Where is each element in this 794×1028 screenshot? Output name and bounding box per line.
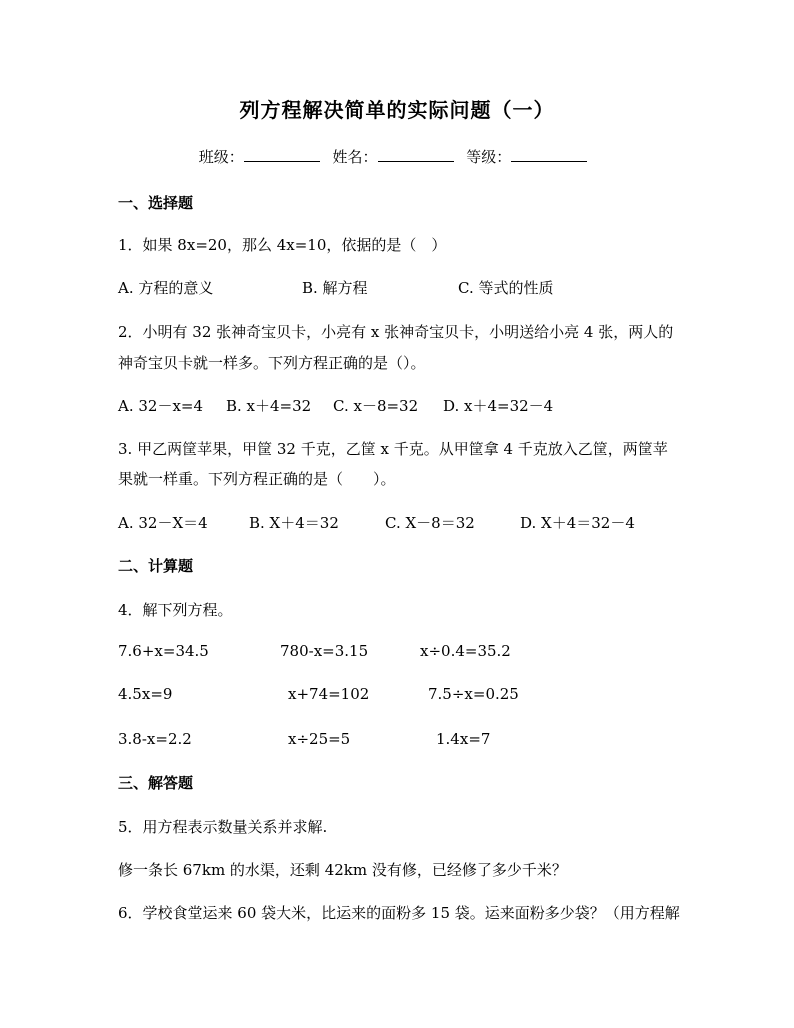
question-1-text: 1．如果 8x=20，那么 4x=10，依据的是（ ） xyxy=(118,236,447,254)
question-2-line2: 神奇宝贝卡就一样多。下列方程正确的是（）。 xyxy=(118,354,426,372)
q3-option-c: C. X－8＝32 xyxy=(385,514,475,532)
equation-r3c3: 1.4x=7 xyxy=(436,730,491,748)
class-blank xyxy=(244,147,320,162)
q2-option-a: A. 32－x=4 xyxy=(118,397,204,415)
question-3-line2: 果就一样重。下列方程正确的是（ ）。 xyxy=(118,470,396,488)
q2-option-d: D. x＋4=32－4 xyxy=(443,397,554,415)
q3-option-a: A. 32－X＝4 xyxy=(118,514,208,532)
name-blank xyxy=(378,147,454,162)
equation-r3c2: x÷25=5 xyxy=(288,730,351,748)
q2-option-c: C. x－8=32 xyxy=(333,397,419,415)
grade-blank xyxy=(511,147,587,162)
equation-r1c2: 780-x=3.15 xyxy=(280,642,369,660)
equation-r1c1: 7.6+x=34.5 xyxy=(118,642,209,660)
class-label: 班级： xyxy=(198,148,244,166)
student-info-line xyxy=(0,146,794,167)
section-heading-answer: 三、解答题 xyxy=(118,774,194,792)
q3-option-d: D. X＋4＝32－4 xyxy=(520,514,635,532)
q2-option-b: B. x＋4=32 xyxy=(226,397,312,415)
question-4-text: 4．解下列方程。 xyxy=(118,601,233,619)
section-heading-calculation: 二、计算题 xyxy=(118,557,194,575)
equation-r2c1: 4.5x=9 xyxy=(118,685,173,703)
equation-r2c2: x+74=102 xyxy=(288,685,370,703)
q3-option-b: B. X＋4＝32 xyxy=(249,514,339,532)
question-6-text: 6．学校食堂运来 60 袋大米，比运来的面粉多 15 袋。运来面粉多少袋？（用方程解 xyxy=(118,904,680,922)
q1-option-a: A. 方程的意义 xyxy=(118,279,214,297)
section-heading-choice: 一、选择题 xyxy=(118,194,194,212)
equation-r1c3: x÷0.4=35.2 xyxy=(420,642,511,660)
question-3-line1: 3. 甲乙两筐苹果，甲筐 32 千克，乙筐 x 千克。从甲筐拿 4 千克放入乙筐，两筐苹 xyxy=(118,440,668,458)
question-2-line1: 2．小明有 32 张神奇宝贝卡，小亮有 x 张神奇宝贝卡，小明送给小亮 4 张，两人的 xyxy=(118,323,674,341)
equation-r2c3: 7.5÷x=0.25 xyxy=(428,685,519,703)
question-5-text: 5．用方程表示数量关系并求解. xyxy=(118,818,328,836)
question-5-sub: 修一条长 67km 的水渠，还剩 42km 没有修，已经修了多少千米？ xyxy=(118,861,567,879)
name-label: 姓名： xyxy=(332,148,378,166)
grade-label: 等级： xyxy=(466,148,512,166)
q1-option-b: B. 解方程 xyxy=(302,279,368,297)
page-title: 列方程解决简单的实际问题（一） xyxy=(239,98,555,122)
q1-option-c: C. 等式的性质 xyxy=(458,279,554,297)
equation-r3c1: 3.8-x=2.2 xyxy=(118,730,192,748)
